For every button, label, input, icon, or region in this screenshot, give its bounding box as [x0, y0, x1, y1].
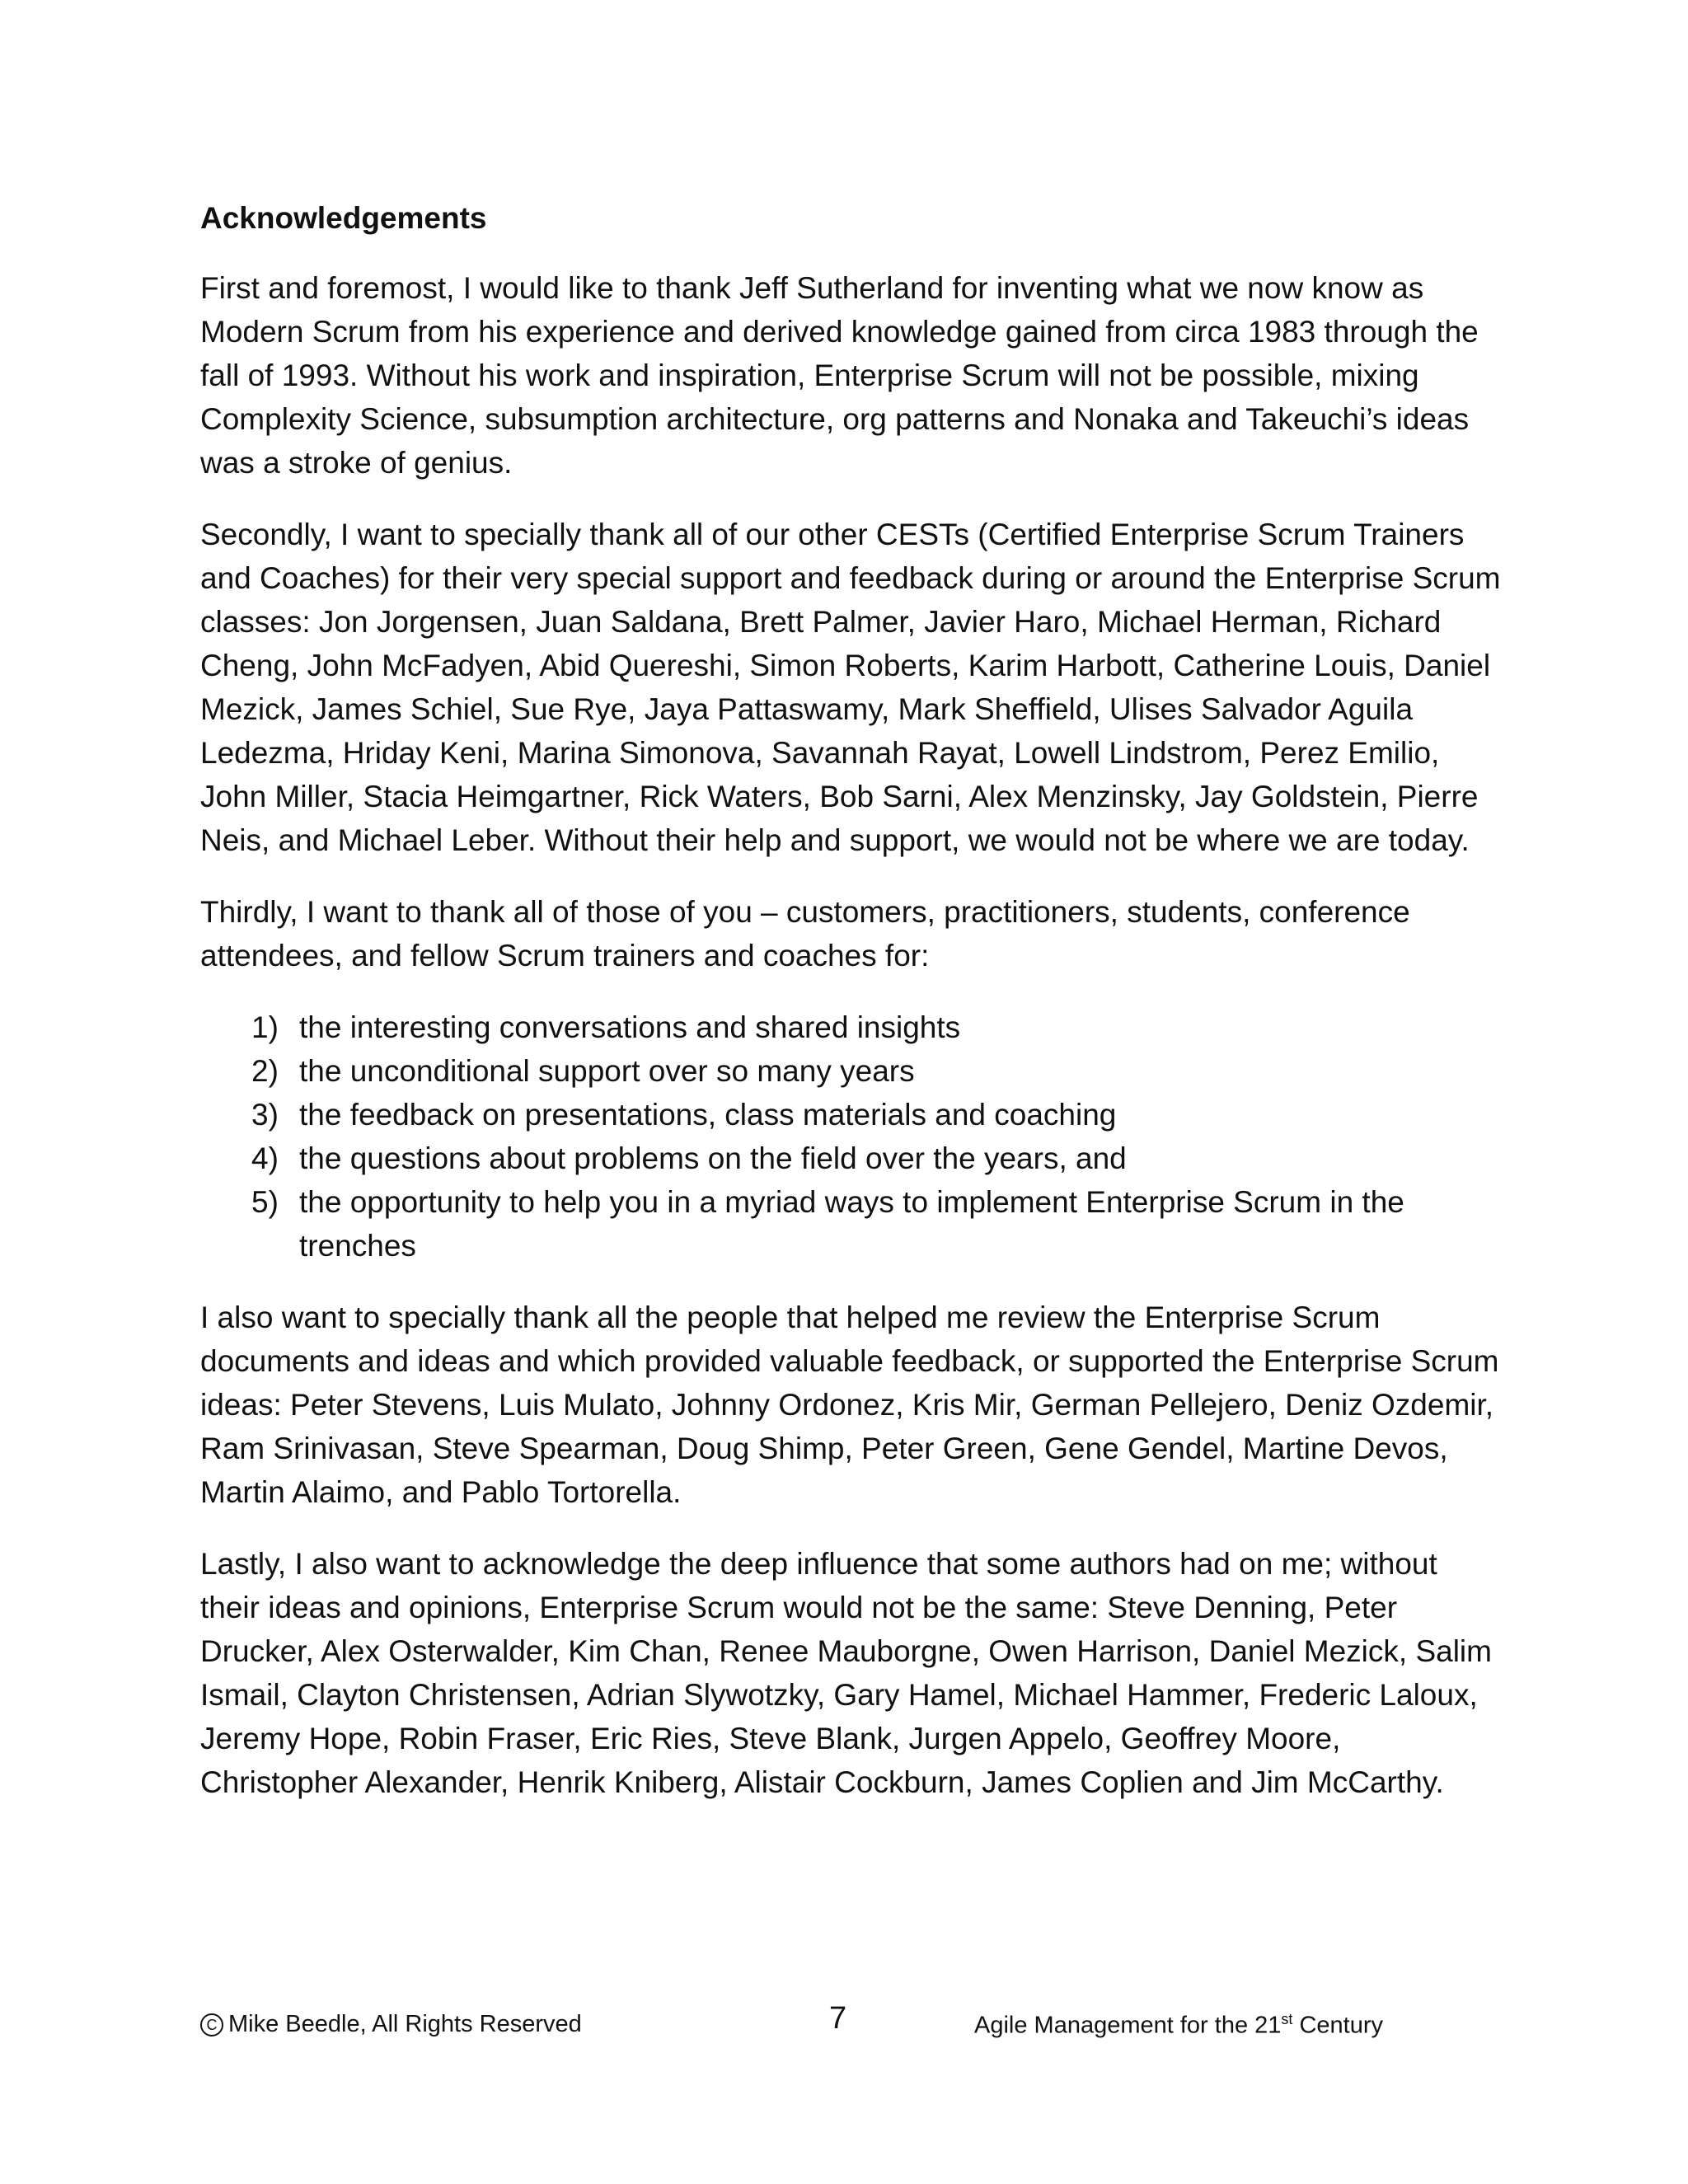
thanks-list	[200, 1005, 1503, 1268]
footer-copyright	[200, 2011, 582, 2038]
paragraph-2: Secondly, I want to specially thank all of our other CESTs (Certified Enterprise Scrum Trainers and Coaches) for their very special support and feedback during or around the Enterprise Scrum classes: Jon Jorgensen, Juan Saldana, Brett Palmer, Javier Haro, Michael Herman, Richard Cheng, John McFadyen, Abid Quereshi, Simon Roberts, Karim Harbott, Catherine Louis, Daniel Mezick, James Schiel, Sue Rye, Jaya Pattaswamy, Mark Sheffield, Ulises Salvador Aguila Ledezma, Hriday Keni, Marina Simonova, Savannah Rayat, Lowell Lindstrom, Perez Emilio, John Miller, Stacia Heimgartner, Rick Waters, Bob Sarni, Alex Menzinsky, Jay Goldstein, Pierre Neis, and Michael Leber. Without their help and support, we would not be where we are today.	[200, 518, 1501, 857]
list-item-number: 4)	[251, 1141, 279, 1175]
page-footer	[0, 2001, 1688, 2050]
list-item-text: the unconditional support over so many years	[299, 1054, 915, 1088]
list-item	[200, 1137, 1503, 1180]
list-item	[200, 1093, 1503, 1137]
list-item-text: the feedback on presentations, class materials and coaching	[299, 1098, 1117, 1132]
paragraph-1: First and foremost, I would like to thank Jeff Sutherland for inventing what we now know as Modern Scrum from his experience and derived knowledge gained from circa 1983 through the fall of 1993. Without his work and inspiration, Enterprise Scrum will not be possible, mixing Complexity Science, subsumption architecture, org patterns and Nonaka and Takeuchi’s ideas was a stroke of genius.	[200, 271, 1479, 480]
list-item-number: 5)	[251, 1185, 279, 1219]
list-item-number: 2)	[251, 1054, 279, 1088]
footer-book-title	[974, 2011, 1383, 2040]
list-item-number: 1)	[251, 1010, 279, 1044]
paragraph-3: Thirdly, I want to thank all of those of you – customers, practitioners, students, conference attendees, and fellow Scrum trainers and coaches for:	[200, 895, 1410, 972]
book-title-suffix: Century	[1292, 2012, 1384, 2039]
copyright-text: Mike Beedle, All Rights Reserved	[228, 2011, 582, 2037]
list-item-text: the questions about problems on the field over the years, and	[299, 1141, 1127, 1175]
list-item	[200, 1005, 1503, 1049]
list-item	[200, 1049, 1503, 1093]
list-item	[200, 1180, 1503, 1268]
list-item-number: 3)	[251, 1098, 279, 1132]
copyright-icon: C	[200, 2013, 223, 2036]
book-title-superscript: st	[1281, 2011, 1293, 2027]
page-body	[200, 196, 1503, 1832]
page-heading: Acknowledgements	[200, 201, 487, 235]
book-title-prefix: Agile Management for the 21	[974, 2012, 1282, 2039]
list-item-text: the interesting conversations and shared insights	[299, 1010, 961, 1044]
paragraph-4: I also want to specially thank all the people that helped me review the Enterprise Scrum documents and ideas and which provided valuable feedback, or supported the Enterprise Scrum ideas: Peter Stevens, Luis Mulato, Johnny Ordonez, Kris Mir, German Pellejero, Deniz Ozdemir, Ram Srinivasan, Steve Spearman, Doug Shimp, Peter Green, Gene Gendel, Martine Devos, Martin Alaimo, and Pablo Tortorella.	[200, 1301, 1499, 1509]
page-number: 7	[829, 2001, 847, 2036]
paragraph-5: Lastly, I also want to acknowledge the deep influence that some authors had on me; without their ideas and opinions, Enterprise Scrum would not be the same: Steve Denning, Peter Drucker, Alex Osterwalder, Kim Chan, Renee Mauborgne, Owen Harrison, Daniel Mezick, Salim Ismail, Clayton Christensen, Adrian Slywotzky, Gary Hamel, Michael Hammer, Frederic Laloux, Jeremy Hope, Robin Fraser, Eric Ries, Steve Blank, Jurgen Appelo, Geoffrey Moore, Christopher Alexander, Henrik Kniberg, Alistair Cockburn, James Coplien and Jim McCarthy.	[200, 1547, 1492, 1799]
list-item-text: the opportunity to help you in a myriad ways to implement Enterprise Scrum in the trenches	[299, 1185, 1404, 1263]
